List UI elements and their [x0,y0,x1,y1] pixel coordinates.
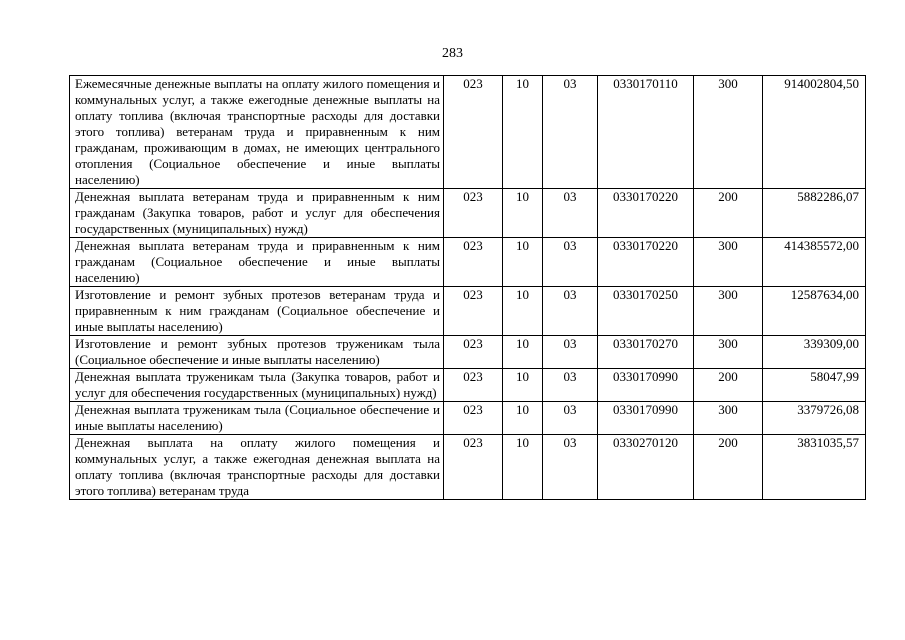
row-target-code: 0330170270 [598,336,694,369]
row-subsection-code: 03 [543,336,598,369]
row-amount: 5882286,07 [763,189,866,238]
row-amount: 58047,99 [763,369,866,402]
row-subsection-code: 03 [543,287,598,336]
row-amount: 414385572,00 [763,238,866,287]
row-admin-code: 023 [444,402,503,435]
row-amount: 3379726,08 [763,402,866,435]
row-subsection-code: 03 [543,189,598,238]
table-row [70,189,866,238]
table-row [70,435,866,500]
row-section-code: 10 [503,435,543,500]
row-description: Изготовление и ремонт зубных протезов ветеранам труда и приравненным к ним гражданам (Социальное обеспечение и иные выплаты населению) [70,287,444,336]
row-admin-code: 023 [444,336,503,369]
table-row [70,402,866,435]
row-target-code: 0330270120 [598,435,694,500]
row-expense-type-code: 200 [694,435,763,500]
table-row [70,238,866,287]
row-admin-code: 023 [444,76,503,189]
row-target-code: 0330170990 [598,369,694,402]
row-subsection-code: 03 [543,369,598,402]
row-expense-type-code: 300 [694,287,763,336]
row-section-code: 10 [503,402,543,435]
row-expense-type-code: 300 [694,336,763,369]
row-target-code: 0330170110 [598,76,694,189]
row-expense-type-code: 200 [694,369,763,402]
row-amount: 339309,00 [763,336,866,369]
row-section-code: 10 [503,238,543,287]
row-section-code: 10 [503,189,543,238]
table-row [70,369,866,402]
row-description: Денежная выплата на оплату жилого помещения и коммунальных услуг, а также ежегодная денежная выплата на оплату топлива (включая транспортные расходы для доставки этого топлива) ветеранам труда [70,435,444,500]
row-subsection-code: 03 [543,238,598,287]
table-row [70,76,866,189]
table-row [70,287,866,336]
row-section-code: 10 [503,287,543,336]
row-target-code: 0330170990 [598,402,694,435]
row-target-code: 0330170220 [598,189,694,238]
row-admin-code: 023 [444,189,503,238]
row-admin-code: 023 [444,435,503,500]
row-description: Ежемесячные денежные выплаты на оплату жилого помещения и коммунальных услуг, а также ежегодные денежные выплаты на оплату топлива (включая транспортные расходы для доставки этого топлива) ветеранам труда и приравненным к ним гражданам, проживающим в домах, не имеющих центрального отопления (Социальное обеспечение и иные выплаты населению) [70,76,444,189]
row-target-code: 0330170220 [598,238,694,287]
row-expense-type-code: 300 [694,402,763,435]
table-row [70,336,866,369]
row-amount: 3831035,57 [763,435,866,500]
row-description: Изготовление и ремонт зубных протезов труженикам тыла (Социальное обеспечение и иные выплаты населению) [70,336,444,369]
row-section-code: 10 [503,369,543,402]
row-description: Денежная выплата ветеранам труда и приравненным к ним гражданам (Социальное обеспечение и иные выплаты населению) [70,238,444,287]
row-amount: 12587634,00 [763,287,866,336]
row-description: Денежная выплата ветеранам труда и приравненным к ним гражданам (Закупка товаров, работ и услуг для обеспечения государственных (муниципальных) нужд) [70,189,444,238]
row-admin-code: 023 [444,369,503,402]
row-expense-type-code: 300 [694,76,763,189]
row-description: Денежная выплата труженикам тыла (Закупка товаров, работ и услуг для обеспечения государственных (муниципальных) нужд) [70,369,444,402]
budget-table [69,75,866,500]
row-target-code: 0330170250 [598,287,694,336]
row-expense-type-code: 300 [694,238,763,287]
row-expense-type-code: 200 [694,189,763,238]
row-description: Денежная выплата труженикам тыла (Социальное обеспечение и иные выплаты населению) [70,402,444,435]
row-section-code: 10 [503,336,543,369]
row-admin-code: 023 [444,238,503,287]
row-admin-code: 023 [444,287,503,336]
row-subsection-code: 03 [543,402,598,435]
row-section-code: 10 [503,76,543,189]
page-number: 283 [442,46,463,61]
row-amount: 914002804,50 [763,76,866,189]
row-subsection-code: 03 [543,76,598,189]
row-subsection-code: 03 [543,435,598,500]
